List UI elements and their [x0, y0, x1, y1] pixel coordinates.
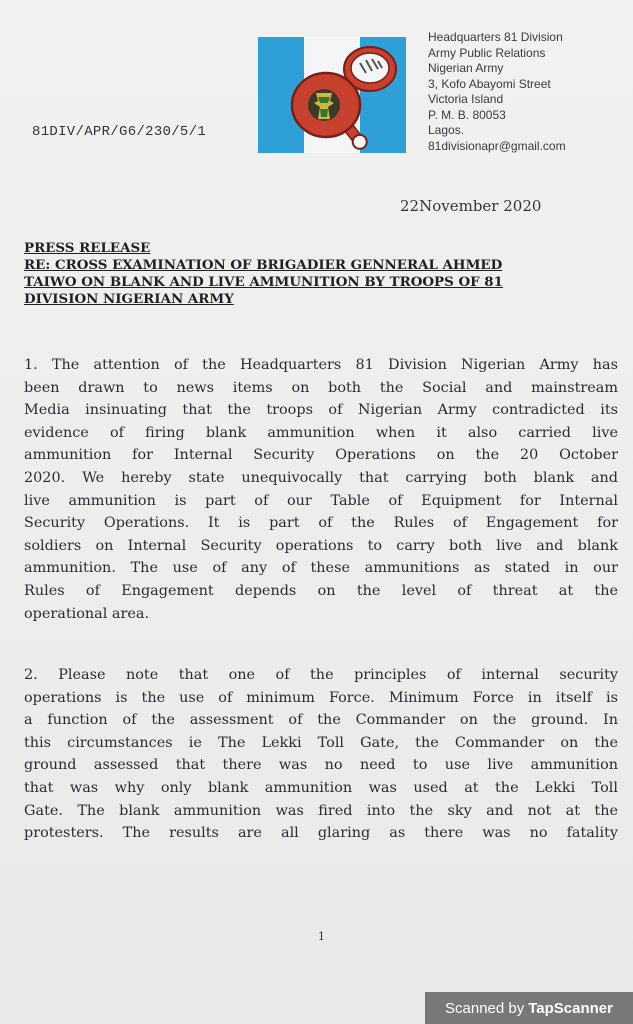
text-line: Media insinuating that the troops of Nigerian Army contradicted its	[24, 402, 618, 419]
text-line: this circumstances ie The Lekki Toll Gate, the Commander on the	[24, 734, 618, 751]
text-line: a function of the assessment of the Commander on the ground. In	[24, 712, 618, 729]
reference-number: 81DIV/APR/G6/230/5/1	[32, 124, 207, 140]
text-line: that was why only blank ammunition was used at the Lekki Toll	[24, 779, 618, 796]
page-number: 1	[318, 930, 325, 943]
text-line: protesters. The results are all glaring as there was no fatality	[24, 825, 618, 842]
press-release-heading	[24, 240, 614, 308]
text-line: operational area.	[24, 605, 150, 622]
address-line: 3, Kofo Abayomi Street	[428, 76, 551, 91]
address-email: 81divisionapr@gmail.com	[428, 138, 566, 153]
watermark-prefix: Scanned by	[445, 999, 525, 1017]
text-line: 2020. We hereby state unequivocally that carrying both blank and	[24, 469, 618, 486]
text-line: operations is the use of minimum Force. Minimum Force in itself is	[24, 689, 618, 706]
text-line: ammunition. The use of any of these ammunitions as stated in our	[24, 560, 618, 577]
heading-line: PRESS RELEASE	[24, 240, 151, 256]
letter-date: 22November 2020	[400, 197, 542, 215]
heading-line: RE: CROSS EXAMINATION OF BRIGADIER GENNERAL AHMED	[24, 257, 503, 273]
address-line: Headquarters 81 Division	[428, 30, 563, 44]
address-line: Army Public Relations	[428, 45, 546, 60]
heading-line: TAIWO ON BLANK AND LIVE AMMUNITION BY TROOPS OF 81	[24, 274, 503, 290]
address-line: Lagos.	[428, 123, 465, 137]
text-line: been drawn to news items on both the Social and mainstream	[24, 379, 618, 396]
text-line: evidence of firing blank ammunition when it also carried live	[24, 424, 618, 441]
text-line: Gate. The blank ammunition was fired into the sky and not at the	[24, 802, 618, 819]
watermark-brand: TapScanner	[528, 999, 613, 1017]
scanner-watermark	[425, 992, 633, 1024]
text-line: ground assessed that there was no need to use live ammunition	[24, 757, 618, 774]
paragraph-1	[24, 354, 618, 625]
sender-address	[428, 30, 628, 154]
text-line: 2. Please note that one of the principles of internal security	[24, 667, 618, 683]
text-line: Rules of Engagement depends on the level of threat at the	[24, 582, 618, 599]
heading-line: DIVISION NIGERIAN ARMY	[24, 291, 234, 307]
text-line: 1. The attention of the Headquarters 81 Division Nigerian Army has	[24, 357, 618, 373]
text-line: soldiers on Internal Security operations to carry both live and blank	[24, 537, 618, 554]
address-line: P. M. B. 80053	[428, 107, 506, 122]
address-line: Nigerian Army	[428, 61, 504, 75]
address-line: Victoria Island	[428, 92, 504, 106]
text-line: Security Operations. It is part of the Rules of Engagement for	[24, 515, 618, 532]
text-line: live ammunition is part of our Table of Equipment for Internal	[24, 492, 618, 509]
army-crest-logo	[258, 37, 406, 153]
text-line: ammunition for Internal Security Operations on the 20 October	[24, 447, 618, 464]
paragraph-2	[24, 664, 618, 845]
